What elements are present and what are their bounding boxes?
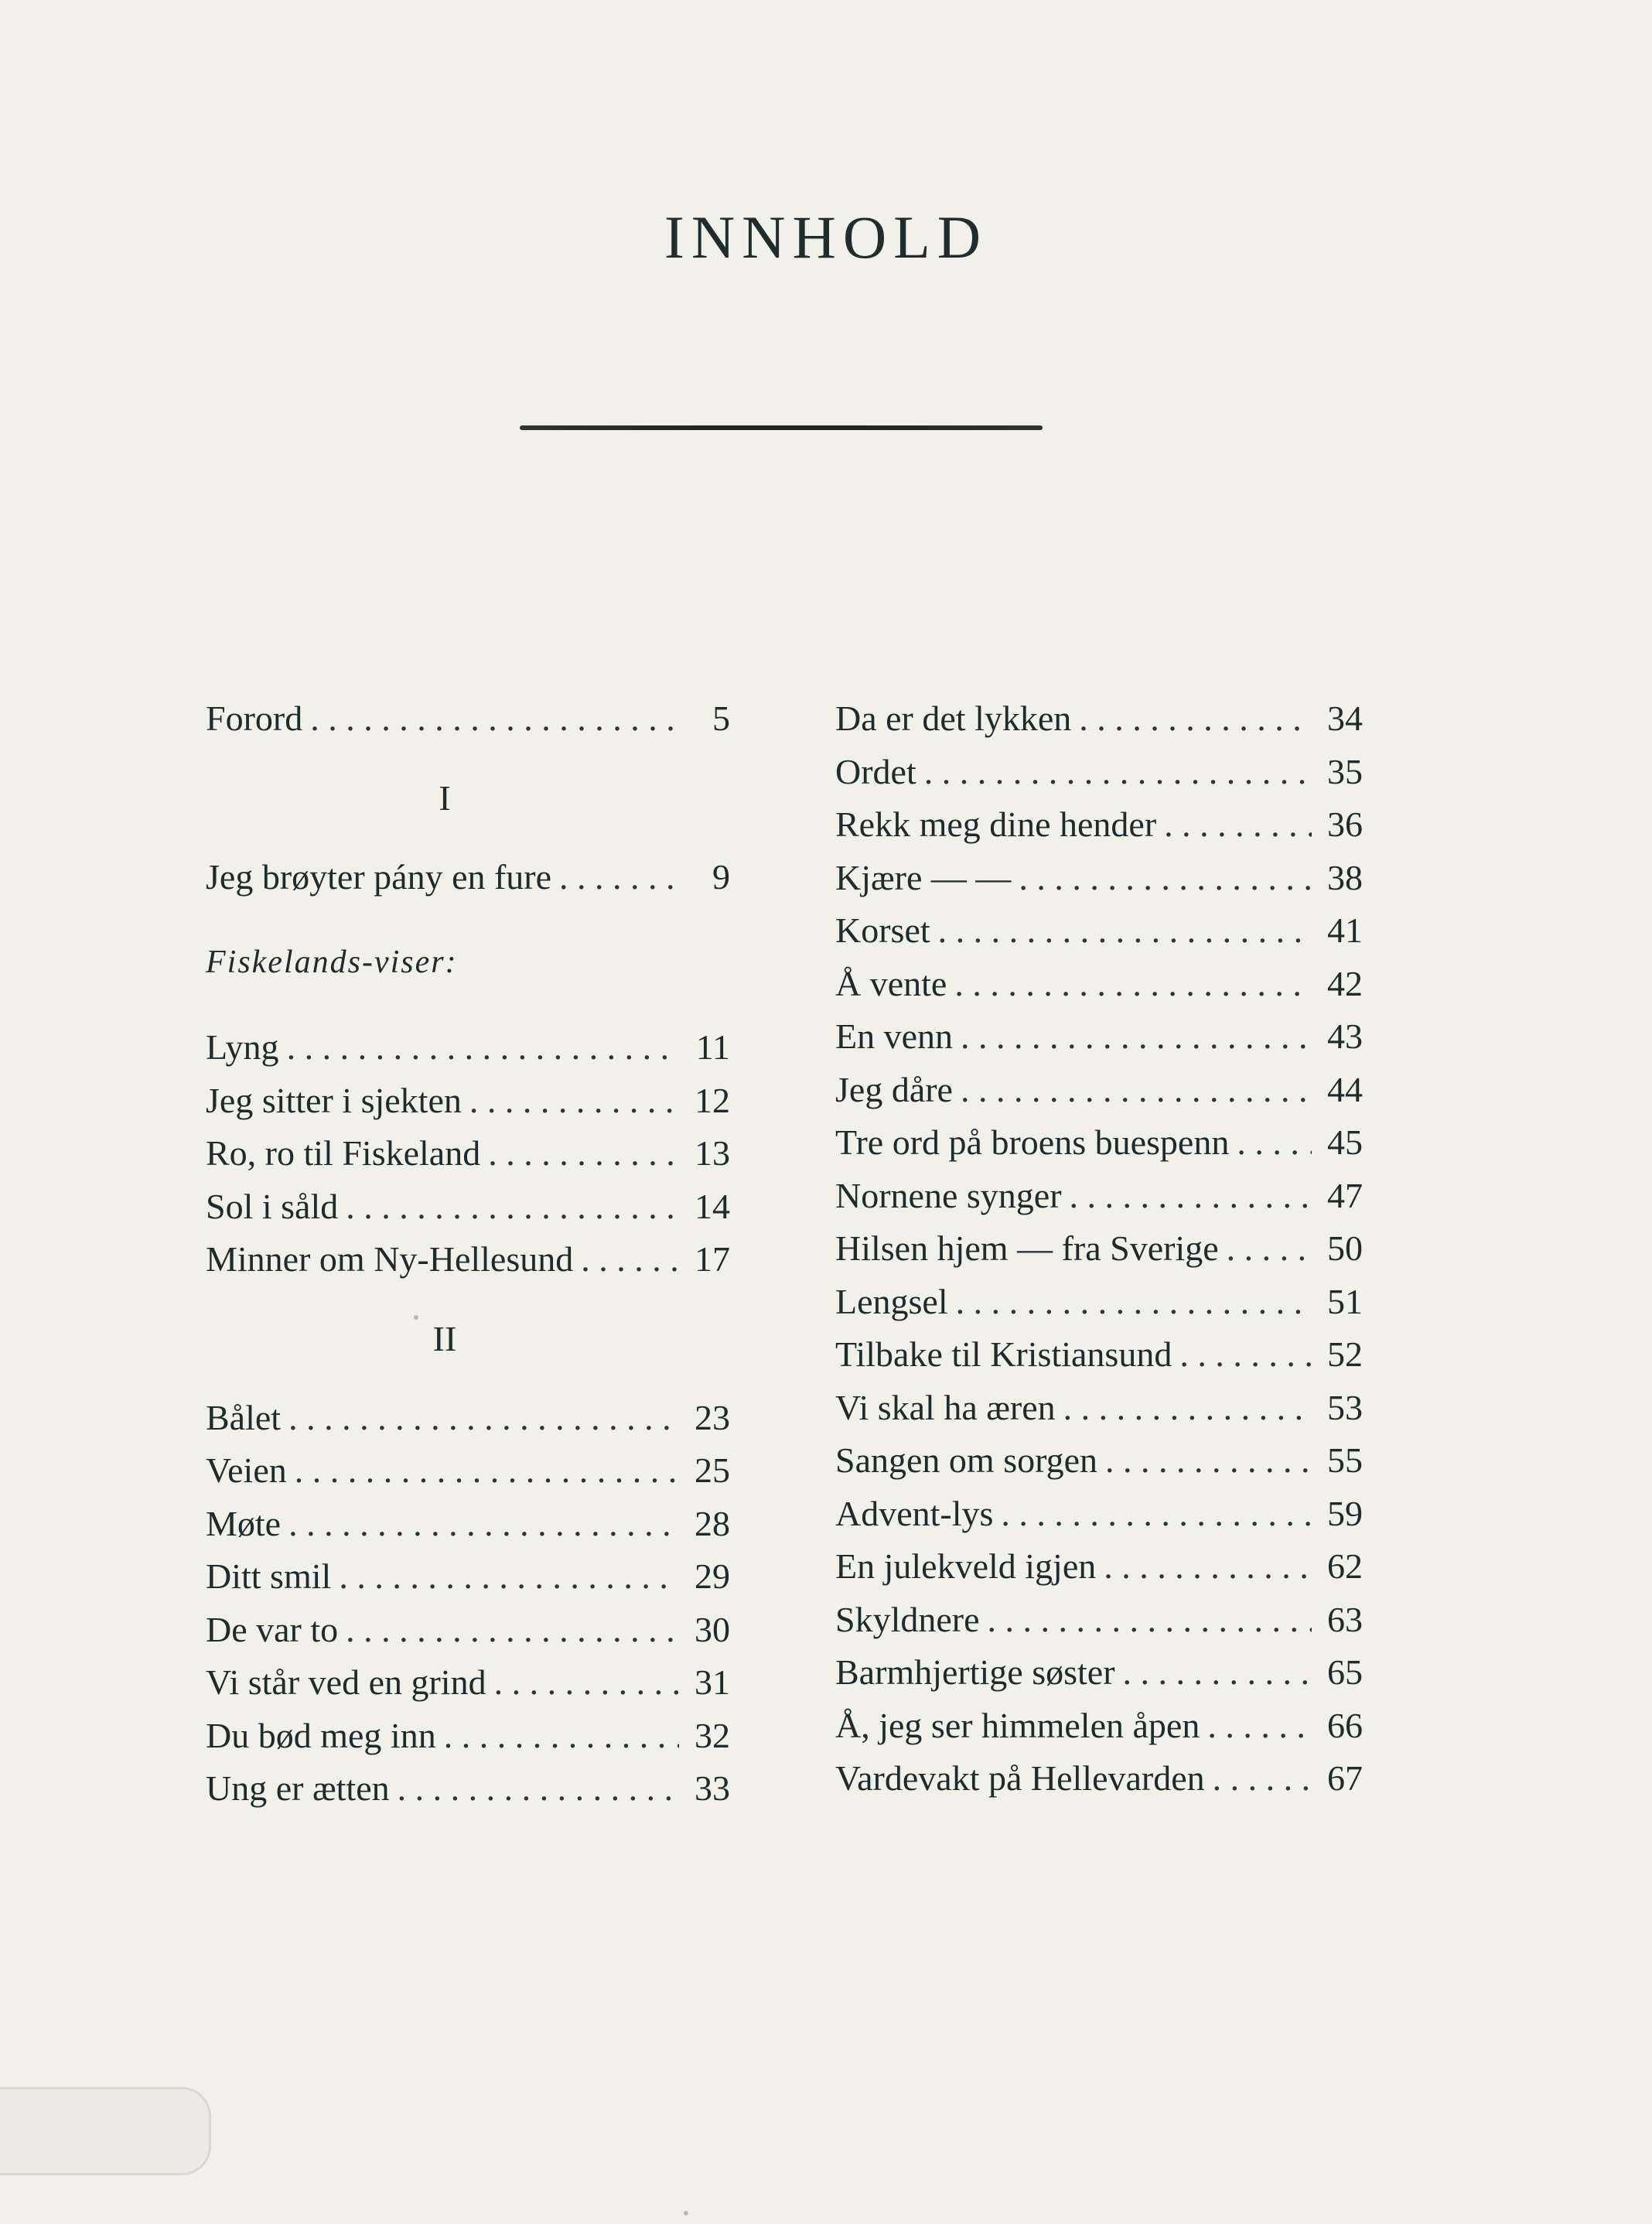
- entry-title: Barmhjertige søster: [835, 1652, 1115, 1692]
- toc-entry: [835, 1170, 1363, 1223]
- toc-entry: [206, 1233, 730, 1286]
- entry-page: 53: [1327, 1387, 1363, 1427]
- entry-page: 43: [1327, 1016, 1363, 1056]
- toc-entry: [206, 1498, 730, 1551]
- entry-page: 36: [1327, 805, 1363, 844]
- entry-page: 42: [1327, 963, 1363, 1003]
- dot-leader: [1164, 798, 1312, 851]
- entry-title: Da er det lykken: [835, 699, 1072, 738]
- entry-title: Vi står ved en grind: [206, 1662, 486, 1702]
- toc-entry: [206, 1604, 730, 1657]
- toc-entry: [206, 1656, 730, 1710]
- toc-entry: [835, 1382, 1363, 1435]
- dot-leader: [494, 1656, 679, 1709]
- entry-title: Rekk meg dine hender: [835, 805, 1157, 844]
- dot-leader: [339, 1550, 679, 1603]
- dot-leader: [287, 1021, 679, 1074]
- entry-title: Vi skal ha æren: [835, 1387, 1056, 1427]
- entry-title: Å, jeg ser himmelen åpen: [835, 1705, 1200, 1745]
- toc-entry: [835, 746, 1363, 799]
- dot-leader: [956, 1276, 1312, 1328]
- fiskelands-list: [206, 1021, 730, 1286]
- dot-leader: [488, 1127, 679, 1180]
- entry-page: 34: [1327, 699, 1363, 738]
- entry-title: Advent-lys: [835, 1493, 994, 1533]
- toc-entry: [835, 1540, 1363, 1594]
- entry-title: Veien: [206, 1450, 287, 1490]
- dot-leader: [1105, 1434, 1312, 1487]
- toc-entry: [835, 1010, 1363, 1064]
- entry-page: 23: [695, 1397, 730, 1437]
- toc-entry: [206, 1074, 730, 1128]
- section-heading-2: II: [432, 1318, 457, 1358]
- entry-title: En venn: [835, 1016, 954, 1056]
- toc-entry: [835, 1488, 1363, 1541]
- toc-entry: [835, 904, 1363, 958]
- entry-title: Tre ord på broens buespenn: [835, 1122, 1230, 1162]
- dot-leader: [444, 1710, 679, 1762]
- entry-page: 67: [1327, 1758, 1363, 1798]
- toc-entry: [206, 1710, 730, 1763]
- entry-title: Bålet: [206, 1397, 282, 1437]
- toc-entry: [835, 1752, 1363, 1806]
- right-list: [835, 692, 1363, 1806]
- toc-entry: [835, 1700, 1363, 1753]
- library-label-tab: [0, 2087, 211, 2175]
- entry-title: Jeg sitter i sjekten: [206, 1080, 462, 1120]
- section-heading-1: I: [439, 777, 451, 818]
- dot-leader: [1001, 1488, 1312, 1540]
- entry-title: Hilsen hjem — fra Sverige: [835, 1228, 1219, 1268]
- entry-title: Jeg dåre: [835, 1069, 953, 1109]
- entry-page: 63: [1327, 1599, 1363, 1639]
- entry-title: Vardevakt på Hellevarden: [835, 1758, 1205, 1798]
- toc-entry: [835, 852, 1363, 905]
- toc-entry: [206, 1550, 730, 1604]
- dot-leader: [1227, 1222, 1312, 1275]
- toc-entry: [835, 1328, 1363, 1382]
- toc-entry: [835, 692, 1363, 746]
- toc-entry: [835, 1116, 1363, 1170]
- entry-title: Minner om Ny-Hellesund: [206, 1239, 574, 1279]
- entry-page: 50: [1327, 1228, 1363, 1268]
- entry-title: Lyng: [206, 1027, 279, 1067]
- entry-page: 30: [695, 1609, 730, 1649]
- toc-entry: [835, 958, 1363, 1011]
- dot-leader: [1063, 1382, 1312, 1434]
- toc-entry: [206, 1762, 730, 1816]
- dot-leader: [1123, 1646, 1312, 1699]
- dot-leader: [1070, 1170, 1312, 1222]
- entry-page: 12: [695, 1080, 730, 1120]
- toc-entry: [835, 1064, 1363, 1117]
- dot-leader: [961, 1064, 1312, 1116]
- entry-title: Du bød meg inn: [206, 1715, 436, 1755]
- dot-leader: [346, 1604, 679, 1656]
- entry-title: Ordet: [835, 751, 916, 791]
- entry-page: 38: [1327, 857, 1363, 897]
- speck-mark: [684, 2211, 688, 2215]
- dot-leader: [961, 1010, 1312, 1063]
- dot-leader: [1207, 1700, 1312, 1752]
- toc-entry: [835, 1646, 1363, 1700]
- dot-leader: [295, 1444, 679, 1497]
- section-1-list: [206, 851, 730, 904]
- entry-page: 33: [695, 1768, 730, 1808]
- dot-leader: [1237, 1116, 1312, 1169]
- dot-leader: [1179, 1328, 1312, 1381]
- entry-title: En julekveld igjen: [835, 1546, 1097, 1586]
- entry-title: Nornene synger: [835, 1175, 1062, 1215]
- toc-entry: [835, 1276, 1363, 1329]
- entry-title: Ditt smil: [206, 1556, 332, 1596]
- dot-leader: [954, 958, 1312, 1010]
- toc-entry: [206, 1021, 730, 1074]
- entry-page: 17: [695, 1239, 730, 1279]
- entry-title: Å vente: [835, 963, 947, 1003]
- dot-leader: [924, 746, 1312, 798]
- subheading-fiskelands-viser: Fiskelands-viser:: [206, 945, 458, 980]
- toc-left-column: [206, 692, 730, 1816]
- dot-leader: [938, 904, 1312, 957]
- dot-leader: [1019, 852, 1312, 904]
- entry-page: 51: [1327, 1281, 1363, 1321]
- entry-title: Skyldnere: [835, 1599, 980, 1639]
- dot-leader: [581, 1233, 679, 1286]
- entry-page: 13: [695, 1133, 730, 1173]
- entry-page: 11: [695, 1027, 730, 1067]
- dot-leader: [1104, 1540, 1312, 1593]
- entry-page: 14: [695, 1186, 730, 1226]
- entry-page: 31: [695, 1662, 730, 1702]
- entry-title: Sol i såld: [206, 1186, 339, 1226]
- entry-page: 55: [1327, 1440, 1363, 1480]
- entry-title: Jeg brøyter pány en fure: [206, 856, 552, 897]
- dot-leader: [310, 692, 679, 745]
- dot-leader: [1079, 692, 1312, 745]
- toc-entry: [206, 1127, 730, 1180]
- dot-leader: [988, 1594, 1312, 1646]
- dot-leader: [469, 1074, 679, 1127]
- entry-page: 9: [712, 856, 730, 897]
- entry-page: 44: [1327, 1069, 1363, 1109]
- section-2-list: [206, 1392, 730, 1816]
- entry-title: Ung er ætten: [206, 1768, 390, 1808]
- entry-page: 41: [1327, 910, 1363, 950]
- entry-title: Sangen om sorgen: [835, 1440, 1098, 1480]
- entry-page: 59: [1327, 1493, 1363, 1533]
- entry-title: Tilbake til Kristiansund: [835, 1334, 1172, 1374]
- entry-page: 29: [695, 1556, 730, 1596]
- toc-entry: [206, 1444, 730, 1498]
- entry-title: Korset: [835, 910, 930, 950]
- entry-page: 66: [1327, 1705, 1363, 1745]
- entry-page: 45: [1327, 1122, 1363, 1162]
- dot-leader: [288, 1498, 679, 1550]
- entry-page: 47: [1327, 1175, 1363, 1215]
- entry-page: 52: [1327, 1334, 1363, 1374]
- entry-title: Kjære — —: [835, 857, 1012, 897]
- dot-leader: [398, 1762, 679, 1815]
- toc-right-column: [835, 692, 1363, 1806]
- entry-page: 32: [695, 1715, 730, 1755]
- entry-title: Møte: [206, 1503, 282, 1543]
- entry-page: 25: [695, 1450, 730, 1490]
- entry-page: 62: [1327, 1546, 1363, 1586]
- entry-page: 28: [695, 1503, 730, 1543]
- entry-page: 5: [712, 699, 730, 738]
- dot-leader: [1213, 1752, 1312, 1805]
- entry-title: Ro, ro til Fiskeland: [206, 1133, 481, 1173]
- decorative-rule: [520, 425, 1043, 430]
- dot-leader: [288, 1392, 679, 1444]
- toc-entry: [206, 1180, 730, 1234]
- entry-page: 35: [1327, 751, 1363, 791]
- entry-page: 65: [1327, 1652, 1363, 1692]
- toc-entry: [835, 1222, 1363, 1276]
- entry-title: Forord: [206, 699, 303, 738]
- toc-entry: [206, 1392, 730, 1445]
- entry-title: Lengsel: [835, 1281, 948, 1321]
- toc-entry: [206, 692, 730, 746]
- toc-entry: [835, 1434, 1363, 1488]
- toc-entry: [835, 798, 1363, 852]
- dot-leader: [346, 1180, 679, 1233]
- speck-mark: [414, 1315, 418, 1320]
- toc-entry: [835, 1594, 1363, 1647]
- dot-leader: [559, 851, 679, 904]
- page-title: INNHOLD: [664, 203, 988, 271]
- toc-entry: [206, 851, 730, 904]
- entry-title: De var to: [206, 1609, 339, 1649]
